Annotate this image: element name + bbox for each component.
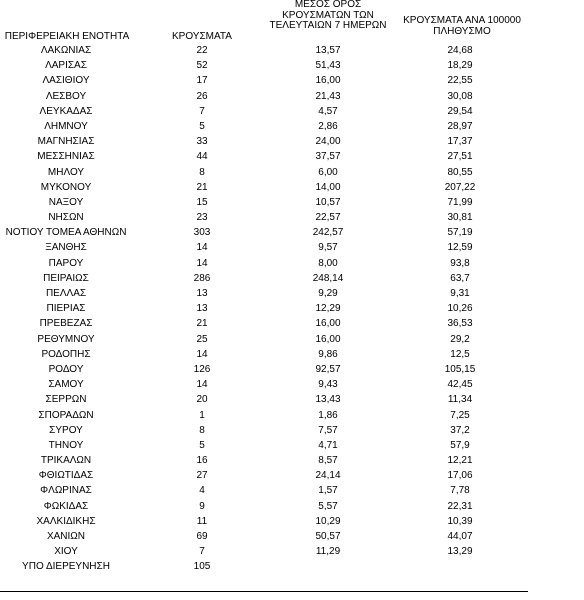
header-avg7 [268, 0, 388, 32]
per100k-cell: 17,06 [447, 470, 473, 482]
avg7-cell: 51,43 [315, 60, 341, 72]
region-cell: ΛΗΜΝΟΥ [44, 120, 88, 132]
avg7-cell: 8,57 [318, 455, 338, 467]
cases-cell: 20 [196, 394, 208, 406]
cases-cell: 17 [196, 75, 208, 87]
per100k-cell: 12,21 [447, 455, 473, 467]
cases-cell: 27 [196, 470, 208, 482]
avg7-cell: 1,57 [318, 485, 338, 497]
per100k-cell: 36,53 [447, 318, 473, 330]
per100k-cell: 11,34 [447, 394, 473, 406]
avg7-cell: 248,14 [312, 272, 344, 284]
cases-cell: 69 [196, 531, 208, 542]
cases-cell: 105 [193, 561, 211, 573]
region-cell: ΜΕΣΣΗΝΙΑΣ [37, 151, 95, 163]
cases-cell: 14 [196, 242, 208, 254]
avg7-cell: 16,00 [315, 333, 341, 345]
cases-cell: 9 [199, 500, 205, 512]
region-cell: ΡΟΔΟΠΗΣ [41, 348, 91, 360]
cases-cell: 23 [196, 212, 208, 224]
header-per100k [394, 16, 530, 37]
header-region [2, 32, 132, 43]
region-cell: ΣΑΜΟΥ [48, 379, 84, 391]
avg7-cell: 9,29 [318, 288, 338, 299]
cases-cell: 8 [199, 166, 205, 178]
region-cell: ΛΑΚΩΝΙΑΣ [40, 45, 92, 56]
cases-cell: 33 [196, 136, 208, 148]
per100k-cell: 63,7 [450, 272, 470, 284]
region-cell: ΠΕΙΡΑΙΩΣ [43, 272, 89, 284]
avg7-cell: 37,57 [315, 151, 341, 163]
per100k-cell: 12,59 [447, 242, 473, 254]
header-cases-text: ΚΡΟΥΣΜΑΤΑ [172, 31, 232, 42]
header-per100k-line-1: ΚΡΟΥΣΜΑΤΑ ΑΝΑ 100000 [403, 15, 521, 26]
cases-cell: 13 [196, 303, 208, 315]
region-cell: ΞΑΝΘΗΣ [45, 242, 87, 254]
cases-cell: 14 [196, 379, 208, 391]
per100k-cell: 80,55 [447, 166, 473, 178]
per100k-cell: 17,37 [447, 136, 473, 148]
header-region-text: ΠΕΡΙΦΕΡΕΙΑΚΗ ΕΝΟΤΗΤΑ [4, 31, 130, 42]
avg7-cell: 4,57 [318, 105, 338, 117]
region-cell: ΦΘΙΩΤΙΔΑΣ [38, 470, 94, 482]
avg7-cell: 16,00 [315, 75, 341, 87]
per100k-cell: 93,8 [450, 257, 470, 269]
per100k-cell: 12,5 [450, 348, 470, 360]
cases-cell: 14 [196, 257, 208, 269]
avg7-cell: 21,43 [315, 90, 341, 102]
cases-cell: 5 [199, 439, 205, 451]
per100k-cell: 30,81 [447, 212, 473, 224]
per100k-cell: 207,22 [444, 181, 476, 193]
header-per100k-line-2: ΠΛΗΘΥΣΜΟ [433, 25, 491, 37]
per100k-cell: 10,39 [447, 515, 473, 527]
region-cell: ΝΟΤΙΟΥ ΤΟΜΕΑ ΑΘΗΝΩΝ [5, 227, 127, 239]
per100k-cell: 13,29 [447, 546, 473, 558]
cases-cell: 13 [196, 288, 208, 299]
region-cell: ΡΕΘΥΜΝΟΥ [37, 333, 95, 345]
region-cell: ΣΥΡΟΥ [49, 424, 83, 436]
per100k-cell: 105,15 [444, 363, 476, 375]
region-cell: ΧΑΛΚΙΔΙΚΗΣ [36, 515, 96, 527]
cases-cell: 16 [196, 455, 208, 467]
per100k-cell: 28,97 [447, 120, 473, 132]
region-cell: ΧΑΝΙΩΝ [46, 531, 86, 542]
region-cell: ΛΕΣΒΟΥ [45, 90, 87, 102]
avg7-cell: 16,00 [315, 318, 341, 330]
avg7-cell: 9,57 [318, 242, 338, 254]
header-avg7-line-2: ΚΡΟΥΣΜΑΤΩΝ ΤΩΝ [282, 9, 374, 21]
per100k-cell: 7,78 [450, 485, 470, 497]
avg7-cell: 2,86 [318, 120, 338, 132]
region-cell: ΤΡΙΚΑΛΩΝ [40, 455, 92, 467]
region-cell: ΠΑΡΟΥ [48, 257, 84, 269]
cases-cell: 26 [196, 90, 208, 102]
region-cell: ΣΕΡΡΩΝ [45, 394, 87, 406]
region-cell: ΝΑΞΟΥ [48, 196, 84, 208]
region-cell: ΛΑΣΙΘΙΟΥ [42, 75, 90, 87]
avg7-cell: 5,57 [318, 500, 338, 512]
avg7-cell: 50,57 [315, 531, 341, 542]
avg7-cell: 4,71 [318, 439, 338, 451]
avg7-cell: 11,29 [315, 546, 341, 558]
region-cell: ΠΕΛΛΑΣ [45, 288, 87, 299]
header-cases [172, 32, 232, 43]
avg7-cell: 1,86 [318, 409, 338, 421]
cases-cell: 44 [196, 151, 208, 163]
per100k-cell: 22,55 [447, 75, 473, 87]
cases-cell: 126 [193, 363, 211, 375]
per100k-cell: 7,25 [450, 409, 470, 421]
cases-cell: 7 [199, 105, 205, 117]
cases-cell: 11 [196, 515, 208, 527]
region-cell: ΡΟΔΟΥ [48, 363, 84, 375]
region-cell: ΜΥΚΟΝΟΥ [40, 181, 92, 193]
avg7-cell: 24,14 [315, 470, 341, 482]
per100k-cell: 29,2 [450, 333, 470, 345]
per100k-cell: 37,2 [450, 424, 470, 436]
region-cell: ΜΑΓΝΗΣΙΑΣ [37, 136, 95, 148]
avg7-cell: 24,00 [315, 136, 341, 148]
region-cell: ΠΡΕΒΕΖΑΣ [39, 318, 93, 330]
avg7-cell: 9,43 [318, 379, 338, 391]
avg7-cell: 9,86 [318, 348, 338, 360]
region-cell: ΝΗΣΩΝ [48, 212, 84, 224]
region-cell: ΣΠΟΡΑΔΩΝ [38, 409, 94, 421]
region-cell: ΧΙΟΥ [54, 546, 78, 558]
cases-cell: 4 [199, 485, 205, 497]
header-avg7-line-1: ΜΕΣΟΣ ΟΡΟΣ [294, 0, 362, 10]
avg7-cell: 13,57 [315, 45, 341, 56]
per100k-cell: 57,19 [447, 227, 473, 239]
cases-cell: 22 [196, 45, 208, 56]
per100k-cell: 27,51 [447, 151, 473, 163]
avg7-cell: 10,57 [315, 196, 341, 208]
region-cell: ΛΕΥΚΑΔΑΣ [39, 105, 93, 117]
cases-cell: 21 [196, 318, 208, 330]
cases-cell: 21 [196, 181, 208, 193]
cases-cell: 7 [199, 546, 205, 558]
avg7-cell: 13,43 [315, 394, 341, 406]
region-cell: ΜΗΛΟΥ [47, 166, 85, 178]
per100k-cell: 42,45 [447, 379, 473, 391]
cases-cell: 286 [193, 272, 211, 284]
region-cell: ΦΛΩΡΙΝΑΣ [40, 485, 92, 497]
cases-cell: 52 [196, 60, 208, 72]
avg7-cell: 7,57 [318, 424, 338, 436]
cases-cell: 15 [196, 196, 208, 208]
avg7-cell: 14,00 [315, 181, 341, 193]
region-cell: ΥΠΟ ΔΙΕΡΕΥΝΗΣΗ [22, 561, 110, 573]
region-cell: ΦΩΚΙΔΑΣ [43, 500, 89, 512]
cases-cell: 25 [196, 333, 208, 345]
avg7-cell: 92,57 [315, 363, 341, 375]
per100k-cell: 22,31 [447, 500, 473, 512]
cases-cell: 303 [193, 227, 211, 239]
per100k-cell: 71,99 [447, 196, 473, 208]
avg7-cell: 22,57 [315, 212, 341, 224]
region-cell: ΠΙΕΡΙΑΣ [46, 303, 86, 315]
per100k-cell: 24,68 [447, 45, 473, 56]
per100k-cell: 44,07 [447, 531, 473, 542]
cases-cell: 1 [199, 409, 205, 421]
avg7-cell: 242,57 [312, 227, 344, 239]
region-cell: ΤΗΝΟΥ [48, 439, 84, 451]
per100k-cell: 30,08 [447, 90, 473, 102]
cases-cell: 5 [199, 120, 205, 132]
header-avg7-line-3: ΤΕΛΕΥΤΑΙΩΝ 7 ΗΜΕΡΩΝ [269, 20, 387, 31]
region-cell: ΛΑΡΙΣΑΣ [45, 60, 87, 72]
cases-cell: 8 [199, 424, 205, 436]
avg7-cell: 6,00 [318, 166, 338, 178]
per100k-cell: 10,26 [447, 303, 473, 315]
bottom-rule [0, 591, 528, 592]
per100k-cell: 57,9 [450, 439, 470, 451]
avg7-cell: 10,29 [315, 515, 341, 527]
per100k-cell: 18,29 [447, 60, 473, 72]
avg7-cell: 12,29 [315, 303, 341, 315]
avg7-cell: 8,00 [318, 257, 338, 269]
per100k-cell: 9,31 [450, 288, 470, 299]
cases-cell: 14 [196, 348, 208, 360]
per100k-cell: 29,54 [447, 105, 473, 117]
